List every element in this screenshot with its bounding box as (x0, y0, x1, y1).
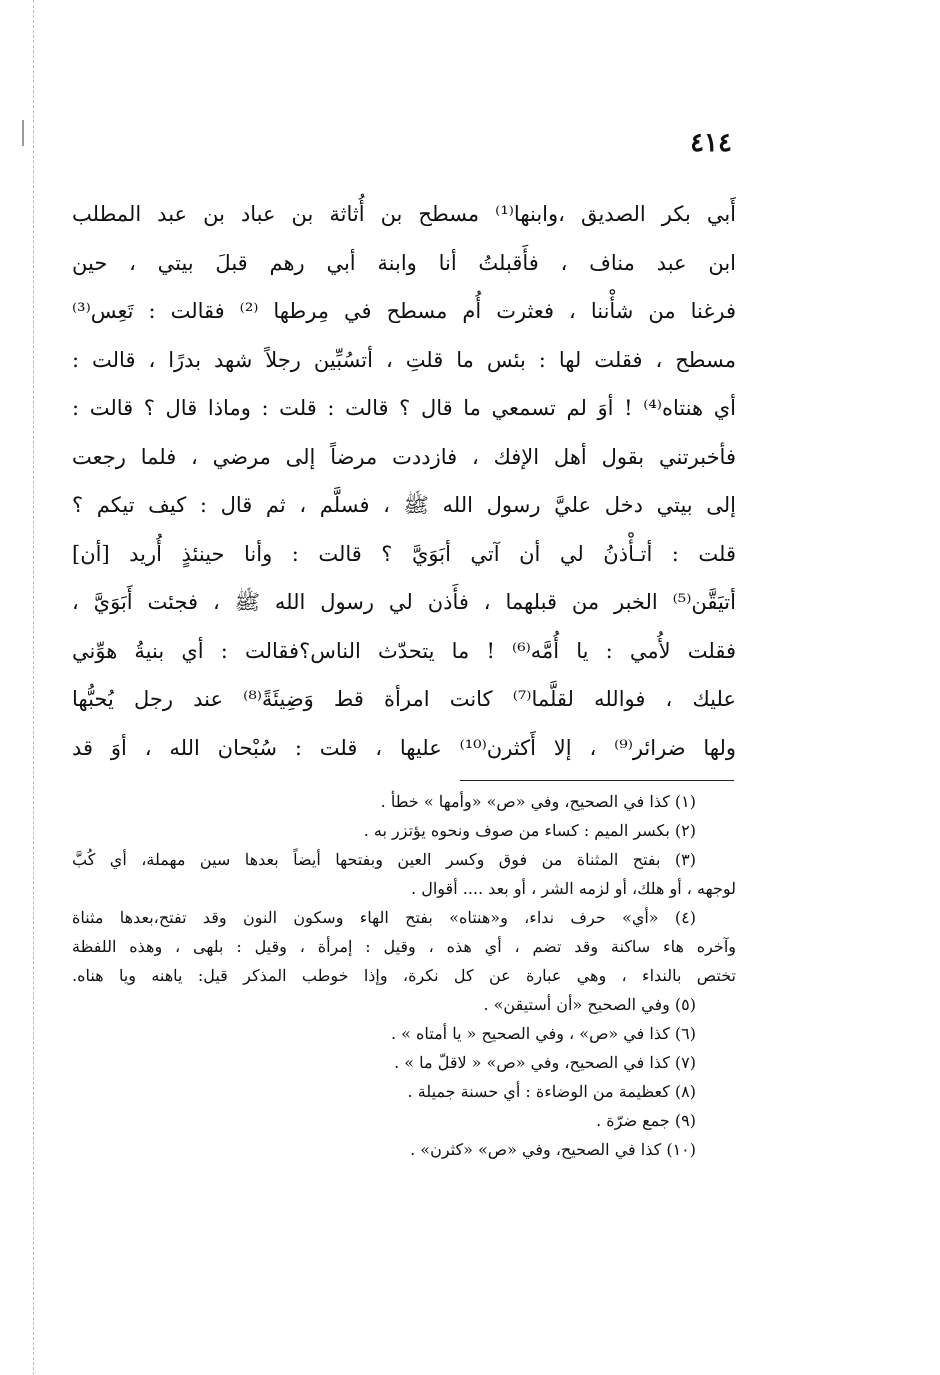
footnote-line: (٩) جمع ضرّة . (596, 1111, 696, 1130)
main-text-line: فأخبرتني بقول أهل الإفك ، فازددت مرضاً إلى مرضي ، فلما رجعت (72, 444, 736, 469)
footnote-separator (460, 780, 734, 781)
main-text-line: ولها ضرائر⁽⁹⁾ ، إلا أَكثرن⁽¹⁰⁾ عليها ، قلت : سُبْحان الله ، أوَ قد (72, 735, 736, 760)
footnote-line: (٢) بكسر الميم : كساء من صوف ونحوه يؤتزر به . (363, 821, 696, 840)
footnote-line: (٧) كذا في الصحيح، وفي «ص» « لاقلّ ما » . (394, 1053, 696, 1072)
main-text-line: مسطح ، فقلت لها : بئس ما قلتِ ، أتسُبِّين رجلاً شهد بدرًا ، قالت : (72, 347, 736, 372)
main-text-line: فرغنا من شأْننا ، فعثرت أُم مسطح في مِرطها ⁽²⁾ فقالت : تَعِس⁽³⁾ (72, 299, 736, 323)
main-text-line: ابن عبد مناف ، فأَقبلتُ أنا وابنة أبي رهم قبلَ بيتي ، حين (72, 250, 736, 275)
footnote-line: (١) كذا في الصحيح، وفي «ص» «وأمها » خطأ . (380, 792, 696, 811)
footnote-line: تختص بالنداء ، وهي عبارة عن كل نكرة، وإذا خوطب المذكر قيل: ياهنه ويا هناه. (72, 966, 736, 985)
footnote-line: (٣) بفتح المثناة من فوق وكسر العين وبفتحها أيضاً بعدها سين مهملة، أي كُبَّ (72, 850, 696, 869)
main-text (72, 190, 736, 772)
main-text-line: إلى بيتي دخل عليَّ رسول الله ﷺ ، فسلَّم ، ثم قال : كيف تيكم ؟ (72, 493, 736, 517)
main-text-line: فقلت لأُمي : يا أُمَّه⁽⁶⁾ ! ما يتحدّث الناس؟فقالت : أي بنيةُ هوِّني (72, 638, 736, 663)
main-text-line: عليك ، فوالله لقلَّما⁽⁷⁾ كانت امرأة قط وَضِيئَةً⁽⁸⁾ عند رجل يُحبُّها (72, 687, 736, 711)
footnote-line: (١٠) كذا في الصحيح، وفي «ص» «كثرن» . (410, 1140, 696, 1159)
gutter-line (33, 0, 34, 1375)
footnote-line: (٦) كذا في «ص» ، وفي الصحيح « يا أمتاه » . (390, 1024, 696, 1043)
main-text-line: أَبي بكر الصديق ،وابنها⁽¹⁾ مسطح بن أُثاثة بن عباد بن عبد المطلب (72, 202, 736, 226)
gutter-mark (22, 120, 24, 146)
main-text-line: أتيَقَّن⁽⁵⁾ الخبر من قبلهما ، فأَذن لي رسول الله ﷺ ، فجئت أَبَوَيَّ ، (72, 590, 736, 614)
page-number: ٤١٤ (690, 128, 732, 158)
footnote-line: (٥) وفي الصحيح «أن أستيقن» . (483, 995, 696, 1014)
footnote-line: (٨) كعظيمة من الوضاءة : أي حسنة جميلة . (407, 1082, 696, 1101)
main-text-line: قلت : أتـأْذنُ لي أن آتي أبَوَيَّ ؟ قالت : وأنا حينئذٍ أُريد [أن] (72, 541, 736, 566)
footnote-line: وآخره هاء ساكنة وقد تضم ، أي هذه ، وقيل : إمرأة ، وقيل : بلهى ، وهذه اللفظة (72, 937, 736, 956)
footnotes (72, 787, 736, 1164)
footnote-line: لوجهه ، أو هلك، أو لزمه الشر ، أو بعد .... أقوال . (411, 879, 736, 898)
footnote-line: (٤) «أي» حرف نداء، و«هنتاه» بفتح الهاء وسكون النون وقد تفتح،بعدها مثناة (72, 908, 696, 927)
main-text-line: أي هنتاه⁽⁴⁾ ! أوَ لم تسمعي ما قال ؟ قالت : قلت : وماذا قال ؟ قالت : (72, 396, 736, 420)
